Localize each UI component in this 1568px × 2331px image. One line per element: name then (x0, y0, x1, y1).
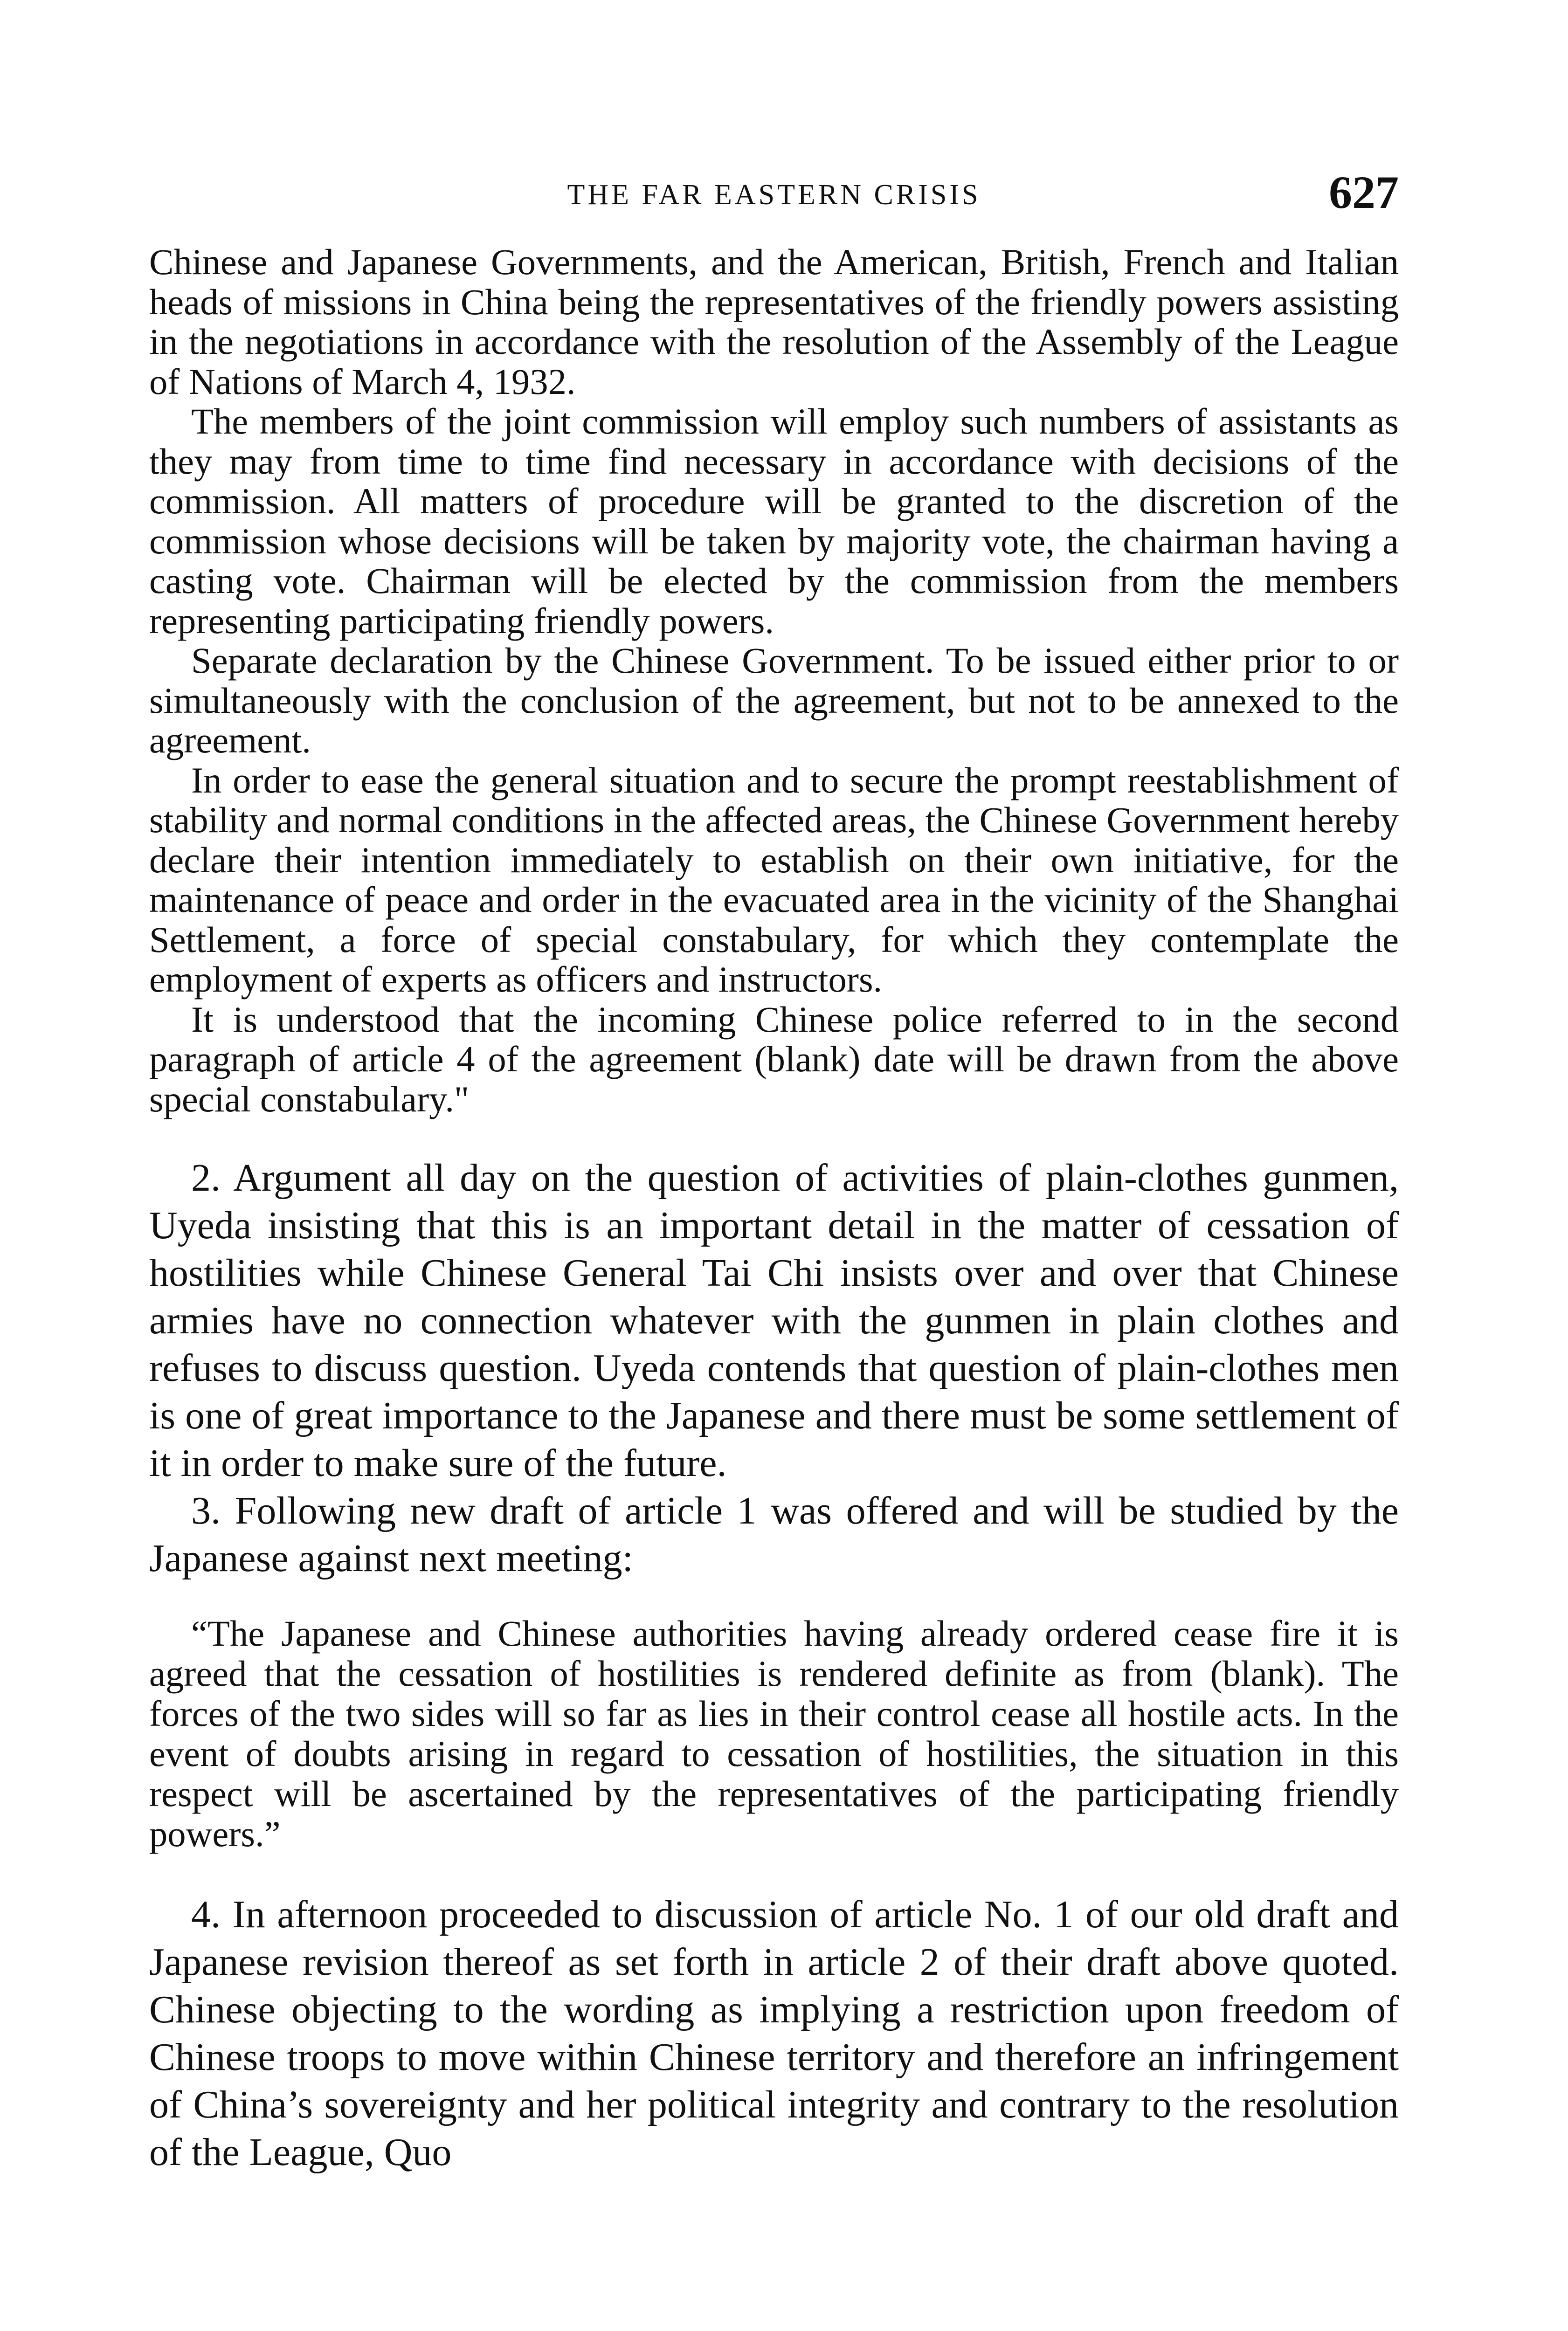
item-3-paragraph: 3. Following new draft of article 1 was offered and will be studied by the Japanese against next meeting: (149, 1489, 1399, 1580)
item-4-paragraph: 4. In afternoon proceeded to discussion of article No. 1 of our old draft and Japanese revision thereof as set forth in article 2 of their draft above quoted. Chinese objecting to the wording as implying a restriction upon freedom of Chinese troops to move within Chinese territory and therefore an infringement of China’s sovereignty and her political integrity and contrary to the resolution of the League, Quo (149, 1893, 1399, 2174)
article-1-draft-quote (149, 1614, 1399, 1855)
paragraph: Separate declaration by the Chinese Government. To be issued either prior to or simultaneously with the conclusion of the agreement, but not to be annexed to the agreement. (149, 641, 1399, 761)
paragraph: Chinese and Japanese Governments, and the American, British, French and Italian heads of missions in China being the representatives of the friendly powers assisting in the negotiations in accordance with the resolution of the Assembly of the League of Nations of March 4, 1932. (149, 242, 1399, 402)
numbered-items (149, 1154, 1399, 2176)
paragraph: It is understood that the incoming Chinese police referred to in the second paragraph of article 4 of the agreement (blank) date will be drawn from the above special constabulary." (149, 999, 1399, 1120)
paragraph: The members of the joint commission will employ such numbers of assistants as they may from time to time find necessary in accordance with decisions of the commission. All matters of procedure will be granted to the discretion of the commission whose decisions will be taken by majority vote, the chairman having a casting vote. Chairman will be elected by the commission from the members representing participating friendly powers. (149, 401, 1399, 641)
quoted-agreement-text (149, 242, 1399, 1119)
page-header (149, 166, 1399, 226)
item-2-paragraph: 2. Argument all day on the question of activities of plain-clothes gunmen, Uyeda insisting that this is an important detail in the matter of cessation of hostilities while Chinese General Tai Chi insists over and over that Chinese armies have no connection whatever with the gunmen in plain clothes and refuses to discuss question. Uyeda contends that question of plain-clothes men is one of great importance to the Japanese and there must be some settlement of it in order to make sure of the future. (149, 1156, 1399, 1485)
quote-paragraph: “The Japanese and Chinese authorities having already ordered cease fire it is agreed that the cessation of hostilities is rendered definite as from (blank). The forces of the two sides will so far as lies in their control cease all hostile acts. In the event of doubts arising in regard to cessation of hostilities, the situation in this respect will be ascertained by the representatives of the participating friendly powers.” (149, 1614, 1399, 1855)
paragraph: In order to ease the general situation and to secure the prompt reestablishment of stability and normal conditions in the affected areas, the Chinese Government hereby declare their intention immediately to establish on their own initiative, for the maintenance of peace and order in the evacuated area in the vicinity of the Shanghai Settlement, a force of special constabulary, for which they contemplate the employment of experts as officers and instructors. (149, 760, 1399, 1000)
page-number: 627 (1329, 166, 1399, 218)
page-body (149, 242, 1399, 2176)
running-title: THE FAR EASTERN CRISIS (567, 179, 981, 211)
